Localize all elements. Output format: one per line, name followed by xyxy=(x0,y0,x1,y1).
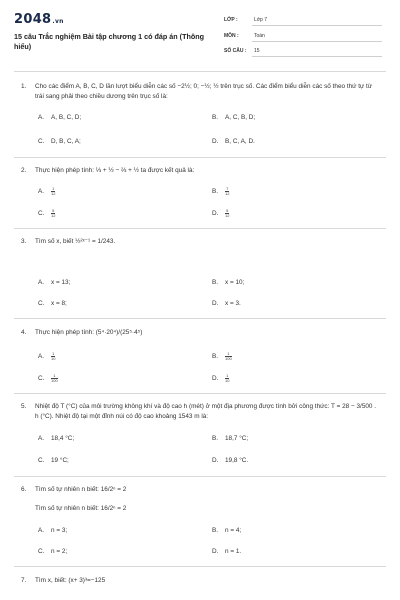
question-text: Nhiệt độ T (°C) của môi trường không khí và độ cao h (mét) ở một địa phương được tính bởi công thức: T = 28 − 3/500 . h (°C). Nhiệt độ tại một đỉnh núi có độ cao khoảng 1543 m là: xyxy=(35,403,377,420)
option-a[interactable]: A. $\frac{1}{12}$ xyxy=(38,186,56,196)
info-value-subject: Toán xyxy=(254,33,265,39)
option-b[interactable]: B. $\frac{7}{12}$ xyxy=(212,186,230,196)
option-c[interactable]: C. $\frac{1}{100}$ xyxy=(38,373,58,383)
question-number: 7. xyxy=(21,577,27,584)
info-label-count: SỐ CÂU : xyxy=(224,48,247,54)
option-c[interactable]: C. D, B, C, A; xyxy=(38,138,81,145)
option-d[interactable]: D. x = 3. xyxy=(212,300,241,307)
question-number: 3. xyxy=(21,238,27,245)
option-a[interactable]: A. x = 13; xyxy=(38,279,71,286)
question-text: Tìm x, biết: (x+ 3)³=−125 xyxy=(35,577,106,584)
question-number: 5. xyxy=(21,403,27,410)
question-text: Tìm số x, biết ½²ˣ⁻¹ = 1/243. xyxy=(35,238,116,245)
question-text: Tìm số tự nhiên n biết: 16/2ⁿ = 2 xyxy=(35,505,127,512)
question-text: Tìm số tự nhiên n biết: 16/2ⁿ = 2 xyxy=(35,486,127,493)
page-header xyxy=(0,0,400,70)
info-label-grade: LỚP : xyxy=(224,17,238,23)
info-label-subject: MÔN : xyxy=(224,33,239,39)
info-value-grade: Lớp 7 xyxy=(254,17,268,23)
option-a[interactable]: A. $\frac{1}{10}$ xyxy=(38,351,56,361)
question-divider xyxy=(14,228,386,229)
option-d[interactable]: D. $\frac{5}{12}$ xyxy=(212,208,230,218)
option-d[interactable]: D. $\frac{1}{10}$ xyxy=(212,373,230,383)
option-c[interactable]: C. n = 2; xyxy=(38,548,68,555)
question-divider xyxy=(14,476,386,477)
question-number: 6. xyxy=(21,486,27,493)
option-a[interactable]: A. 18,4 °C; xyxy=(38,435,75,442)
option-c[interactable]: C. $\frac{5}{12}$ xyxy=(38,208,56,218)
question-text: Cho các điểm A, B, C, D lần lượt biểu diễn các số −2½; 0; −½; ½ trên trục số. Các điểm biểu diễn các số theo thứ tự từ trái sang phải theo chiều dương trên trục số là: xyxy=(35,83,373,100)
divider xyxy=(252,25,382,26)
option-c[interactable]: C. x = 8; xyxy=(38,300,67,307)
question-divider xyxy=(14,157,386,158)
option-d[interactable]: D. 19,8 °C. xyxy=(212,457,249,464)
question-divider xyxy=(14,566,386,567)
option-a[interactable]: A. A, B, C, D; xyxy=(38,114,82,121)
option-b[interactable]: B. n = 4; xyxy=(212,527,242,534)
site-logo[interactable]: 2048.vn xyxy=(14,12,64,27)
question-number: 2. xyxy=(21,167,27,174)
option-b[interactable]: B. $\frac{1}{100}$ xyxy=(212,351,232,361)
page-title: 15 câu Trắc nghiệm Bài tập chương 1 có đáp án (Thông hiểu) xyxy=(14,32,205,51)
option-b[interactable]: B. 18,7 °C; xyxy=(212,435,249,442)
option-c[interactable]: C. 19 °C; xyxy=(38,457,69,464)
question-text: Thực hiện phép tính: (5⁴·20⁴)/(25⁵·4⁵) xyxy=(35,329,143,336)
option-d[interactable]: D. B, C, A, D. xyxy=(212,138,255,145)
question-divider xyxy=(14,318,386,319)
question-divider xyxy=(14,393,386,394)
header-divider xyxy=(14,71,386,72)
option-d[interactable]: D. n = 1. xyxy=(212,548,242,555)
divider xyxy=(252,56,382,57)
option-b[interactable]: B. x = 10; xyxy=(212,279,245,286)
option-b[interactable]: B. A, C, B, D; xyxy=(212,114,256,121)
question-text: Thực hiện phép tính: ⅓ + ½ − ⅔ + ½ ta được kết quả là: xyxy=(35,167,195,174)
divider xyxy=(252,41,382,42)
question-number: 4. xyxy=(21,329,27,336)
option-a[interactable]: A. n = 3; xyxy=(38,527,68,534)
info-value-count: 15 xyxy=(254,48,260,54)
question-number: 1. xyxy=(21,83,27,90)
